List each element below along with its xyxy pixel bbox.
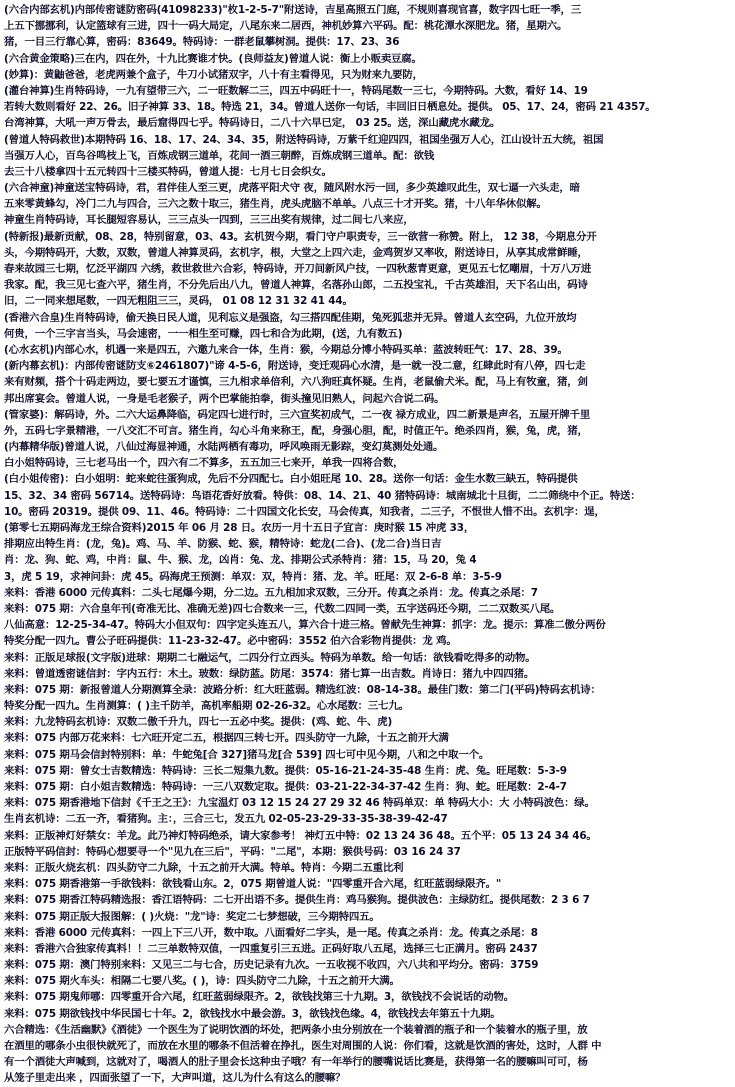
text-line: 来有财频，搭个十码走两边，要七要五才谨慎，三九相求单倍利，六八狗旺真怀疑。生肖，老鼠偷犬米。配，马上有牧童，猪，剑: [4, 376, 588, 389]
text-line: 来料：075 期马会信封特别料：单：牛蛇兔[合 327]猪马龙[合 539] 四七可中见今期，八和之中取一个。: [4, 748, 490, 761]
text-line: 旧，二一同来想尾数，一四无粗阻三三，灵码， 01 08 12 31 32 41 44。: [4, 295, 353, 308]
text-line: 来料：香港 6000 元传真料：二头七尾爆今期，分二边。五九相加求双数，三分开。传真之杀肖：龙。传真之杀尾：7: [4, 586, 538, 599]
text-line: 来料：075 期：白小姐吉数精选：特码诗：一三八双数定取。提供：03-21-22-34-37-42 生肖：狗、蛇。旺尾数：2-4-7: [4, 781, 567, 793]
text-line: 头，今期特码开，大数，双数，曾道人神算灵码，玄机字，根，大堂之上四六走，金鸡贺岁又率收，附送诗日，从享其成常鲜睡，: [4, 246, 588, 259]
text-line: 五来零黄蜂勾，冷门二九与四合，三六之数十取三，猪生肖，虎头虎脑不单单。八点三十才开奖。猪，十八年华休似解。: [4, 198, 547, 211]
text-line: 来料：正版足球报(文字版)进球：期期二七融运气，二四分行立西头。特码为单数。给一句话：欲钱看吃得多的动物。: [4, 651, 536, 664]
text-line: 3，虎 5 19，求神问卦：虎 45。码海虎王预测：单双：双，特肖：猪、龙、羊。旺尾：双 2-6-8 单：3-5-9: [4, 570, 502, 583]
text-line: 特奖分配一四九。曹公子旺码提供：11-23-32-47。必中密码：3552 伯六合彩物肖提供：龙 鸡。: [4, 635, 457, 648]
text-line: (心水玄机)内部心水，机遇一来是四五，六邀九来合一体，生肖：猴，今期总分博小特码买单：蓝波转旺气：17、28、39。: [4, 343, 568, 356]
text-line: (香港六合皇)生肖特码诗，偷天换日民人道，见利忘义是强盗，勾三搭四配佳期，兔死狐悲并无异。曾道人玄空码，九位开放均: [4, 311, 577, 324]
text-line: (曾道人特码救世)本期特码 16、18、17、24、34、35，附送特码诗，万紫千红迎四四，祖国坐强万人心，江山设计五大统，祖国: [4, 133, 604, 146]
text-line: 来料：075 期火车头：相隔二七要八奖。( )，诗：四头防守二九除，十五之前开大满。: [4, 975, 400, 988]
text-line: 来料：正版神灯好禁女：羊龙。此乃神灯特码绝杀，请大家参考！ 神灯五中特：02 13 24 36 48。五个平：05 13 24 34 46。: [4, 829, 597, 842]
text-line: 从笼子里走出来 ，四面张望了一下，大声叫道，这儿为什么有这么的腰嘛？: [4, 1072, 346, 1085]
text-line: 来料：正版火烧玄机：四头防守二九除，十五之前开大满。特单。特肖：今期二五重比利: [4, 861, 404, 874]
text-line: 春来故园三七期，忆泛平湖四 六绣，救世救世六合彩，特码诗，开刀间新风户技，一四秋葱青更意，更见五七忆嘲眉，十万八万进: [4, 263, 592, 275]
text-line: 来料：075 期：澳门特别来料：又见三二与七合，历史记录有九次。一五收视不收四，六八共和平均分。密码：3759: [4, 959, 539, 972]
text-line: 台湾神算，大吼一声万骨去，最后窟得四七乎。特码诗日，二八十六早已定， 03 25。送，深山藏虎水藏龙。: [4, 117, 501, 130]
text-line: 来料：香港 6000 元传真料：一四上下三八开，数中取。八面看好二字头，是一尾。传真之杀肖：龙。传真之杀尾：8: [4, 926, 538, 939]
text-line: 邦出席宴会。曾道人说，一身是毛老猴子，两个巴掌能拍拳，街头撞见旧熟人，问起六合说二码。: [4, 392, 445, 405]
text-line: 10。密码 20319。提供 09、11、46。特码诗：二十四国文化长安，马会传真，知我者，二三子，不恨世人惜不出。玄机字：逞，: [4, 505, 605, 518]
text-line: 来料：075 期香港地下信封《千王之王》：九宝温灯 03 12 15 24 27 29 32 46 特码单双：单 特码大小：大 小特码波色：绿。: [4, 797, 595, 810]
text-line: (特新报)最新贡献，08、28，特别留意，03、43。玄机贺今期，看门守户职责专，三一欲营一称赞。附上， 12 38，今期息分开: [4, 230, 597, 243]
text-line: 外，五码七字景精港，一八交汇不可言。猪生肖，勾心斗角来称王，配，身强心胆，配，时值正午。绝杀四肖，猴，兔，虎，猪，: [4, 424, 588, 437]
text-line: (内幕精华版)曾道人说，八仙过海显神通，水陆两栖有毒功，呼风唤雨无影踪，变幻莫测处处通。: [4, 441, 444, 454]
text-line: 来料：075 内部万花来料：七六旺开定二五，根据四三转七开。四头防守一九除，十五之前开大满: [4, 732, 449, 745]
text-line: 上五下挪挪利，认定篮球有三进，四十一码大局定，八尾东来二居西，神机妙算六平码。配：桃花潭水深肥龙。猪，星期六。: [4, 20, 568, 33]
text-line: 神童生肖特码诗，耳长腿短容易认，三三点头一四到，三三出奖有规律，过二间七八来应，: [4, 214, 414, 227]
text-line: (六合内部玄机)内部传密谜防密码(41098233)"枚1-2-5-7"附送诗，吉星高照五门庭，不规则喜现官喜，数字四七旺一季，三: [4, 4, 581, 16]
text-line: 在酒里的哪条小虫很快就死了，而放在水里的哪条不但活着在挣扎，医生对周围的人说：你们看，这就是饮酒的害处，这时，人群 中: [4, 1040, 602, 1052]
text-line: 来料：075 期正版大报图解：( )火烧："龙"诗：奖定二七梦想破，三今期特四五。: [4, 910, 380, 923]
text-line: (妙算)：黄鼬爸爸，老虎两兼个盒子，牛刀小试猪双字，八十有主看得见，只为财来九要防，: [4, 68, 423, 81]
text-line: 肖：龙、狗、蛇、鸡，中肖：鼠、牛、猴、龙，凶肖：兔、龙、排期公式杀特肖：猪：15，马 20，兔 4: [4, 554, 477, 567]
text-line: 来料：九龙特码玄机诗：双数二傲千升九，四七一五必中奖。提供：(鸡、蛇、牛、虎): [4, 716, 393, 729]
text-line: 我家。配，我三见七查六平，猪生肖，不分先后出八九，曾道人神算，名落孙山郎，二五投宝礼，千古英雄泪，天下名山出，码诗: [4, 279, 588, 292]
text-line: (白小姐传密)：白小姐明：蛇来蛇往蛋狗成，先后不分四配七。白小姐旺尾 10、28。送你一句话：金生水数三缺五，特码提供: [4, 473, 578, 486]
text-line: 白小姐特码诗，三七老马出一个，四六有二不算多，五五加三七来开，单我一四将合数，: [4, 457, 404, 470]
text-line: 来料：075 期：新报曾道人分期测算全录：波路分析：红大旺蓝弱。精选红波：08-14-38。最佳门数：第二门(平码)特码玄机诗：: [4, 683, 601, 696]
text-line: 去三十八楼拿四十五元转四十三楼买特码，曾道人提：七月七日会织女。: [4, 165, 332, 178]
text-line: 若转大数则看好 22、26。旧子神算 33、18。特选 21，34。曾道人送你一句话，丰回旧日栖息处。提供。 05、17、24，密码 21 4357。: [4, 101, 656, 114]
text-line: 来料：075 期香江特码精选报：香江语特码：二七开出语不多。提供生肖：鸡马猴狗。提供波色：主绿防红。提供尾数：2 3 6 7: [4, 894, 590, 907]
text-line: (六合黄金策略)三在内，四在外，十九比赛谁才快。(良师益友)曾道人说：衡上小贩卖豆腐。: [4, 52, 422, 65]
text-line: 来料：075 期：六合皇年刊(奇准无比、准确无差)四七合数来一三，代数二四同一类，五字送码还今期，二二双数买八尾。: [4, 602, 561, 615]
text-line: 来料：曾道透密谜信封：字内五行：木土。玻数：绿防蓝。防尾：3574：猪七算一出吉数。肖诗日：猪九中四四猪。: [4, 667, 535, 680]
text-line: 特奖分配一四九。生肖测算：( )主千防羊，高机率船期 02-26-32。心水尾数：三七九。: [4, 700, 409, 713]
text-line: 15、32、34 密码 56714。送特码诗：鸟语花香好放看。特供：08、14、21、40 猪特码诗：城南城北十旦街，二二筛绕中个正。特送：: [4, 489, 641, 502]
text-line: 来料：075 期欲钱找中华民国七十年。2，欲钱找水中最会游。3，欲钱找色缘。4，欲钱找去年第五十九期。: [4, 1007, 501, 1020]
text-line: 猪，一目三行靠心算，密码：83649。特码诗：一群老鼠攀树洞。提供：17、23、36: [4, 36, 400, 49]
text-line: 有一个酒徒大声喊到，这就对了，喝酒人的肚子里会长这种虫子哦？有一年举行的腰嘴说话比赛是，获得第一名的腰嘛叫可可，杨: [4, 1056, 588, 1069]
text-line: (管家婆)：解码诗，外。二六大运鼻降临，码定四七进行时，三六宣奖初成气，二一夜 禄方成业，四二新景是声名，五屋开牌千里: [4, 408, 591, 421]
text-line: 排期应出特生肖：(龙，兔)。鸡、马、羊、防猴、蛇、猴，精特诗：蛇龙(二合)、(龙二合)当日吉: [4, 538, 442, 551]
text-line: 来料：075 期：曾女士吉数精选：特码诗：三长二短集九数。提供：05-16-21-24-35-48 生肖：虎、兔。旺尾数：5-3-9: [4, 764, 567, 777]
text-line: 当强万人心，百鸟谷鸣枝上飞，百炼成钢三道单，花间一酒三朝醉，百炼成钢三道单。配：欲钱: [4, 149, 435, 162]
text-line: (灌台神算)生肖特码诗，一九有望带三六，二一旺数解二三，四五中码旺十一，特码尾数一三七，今期特码。大数，看好 14、19: [4, 84, 588, 97]
text-line: 六合精选：《生活幽默》《酒徒》一个医生为了说明饮酒的坏处，把两条小虫分别放在一个装着酒的瓶子和一个装着水的瓶子里，放: [4, 1023, 588, 1036]
text-line: (第零七五期码海龙王综合资料)2015 年 06 月 28 日。农历一月十五日子宜言：庚时猴 15 冲虎 33，: [4, 522, 475, 534]
text-line: 生肖玄机诗：二五一齐，看猪狗。主：，三合三七，发五九 02-05-23-29-33-35-38-39-42-47: [4, 813, 448, 826]
text-line: 来料：075 期鬼师哪：四零重开合六尾，红旺蓝弱绿限齐。2，欲钱找第三十九期。3，欲钱找不会说话的动物。: [4, 991, 514, 1004]
text-line: 何贵，一个三字言当头，马会速密，一一相生至可赚，四七和合为此期，(送，九有数五): [4, 327, 403, 340]
text-line: (六合神童)神童送宝特码诗，君，君伴佳人至三更，虎落平阳犬守 夜，随风附水污一回，多少英雄叹此生，双七逼一六头走，暗: [4, 182, 580, 195]
text-line: 八仙高意：12-25-34-47。特码大小但双句：四字定头连五八，算六合十进三格。曾献先生神算：抓字：龙。提示：算准二傲分两份: [4, 619, 606, 632]
text-line: 来料：香港六合独家传真料！！二三单数特双值，一四重复引三五进。正码好取八五尾，选择三七正满月。密码 2437: [4, 942, 538, 955]
text-line: (新内幕玄机)：内部传密谜防支⑥2461807)"谛 4-5-6，附送诗，变迁观码心水清，是一就一没二意，红肆此时有八停，四七走: [4, 360, 586, 373]
text-line: 正版特平码信封：特码心想要寻一个"见九在三后"，平码："二尾"，本期：猴供号码：03 16 24 37: [4, 845, 461, 858]
text-line: 来料：075 期香港第一手欲钱料：欲钱看山东。2，075 期曾道人说："四零重开合六尾，红旺蓝弱绿限齐。": [4, 878, 502, 891]
